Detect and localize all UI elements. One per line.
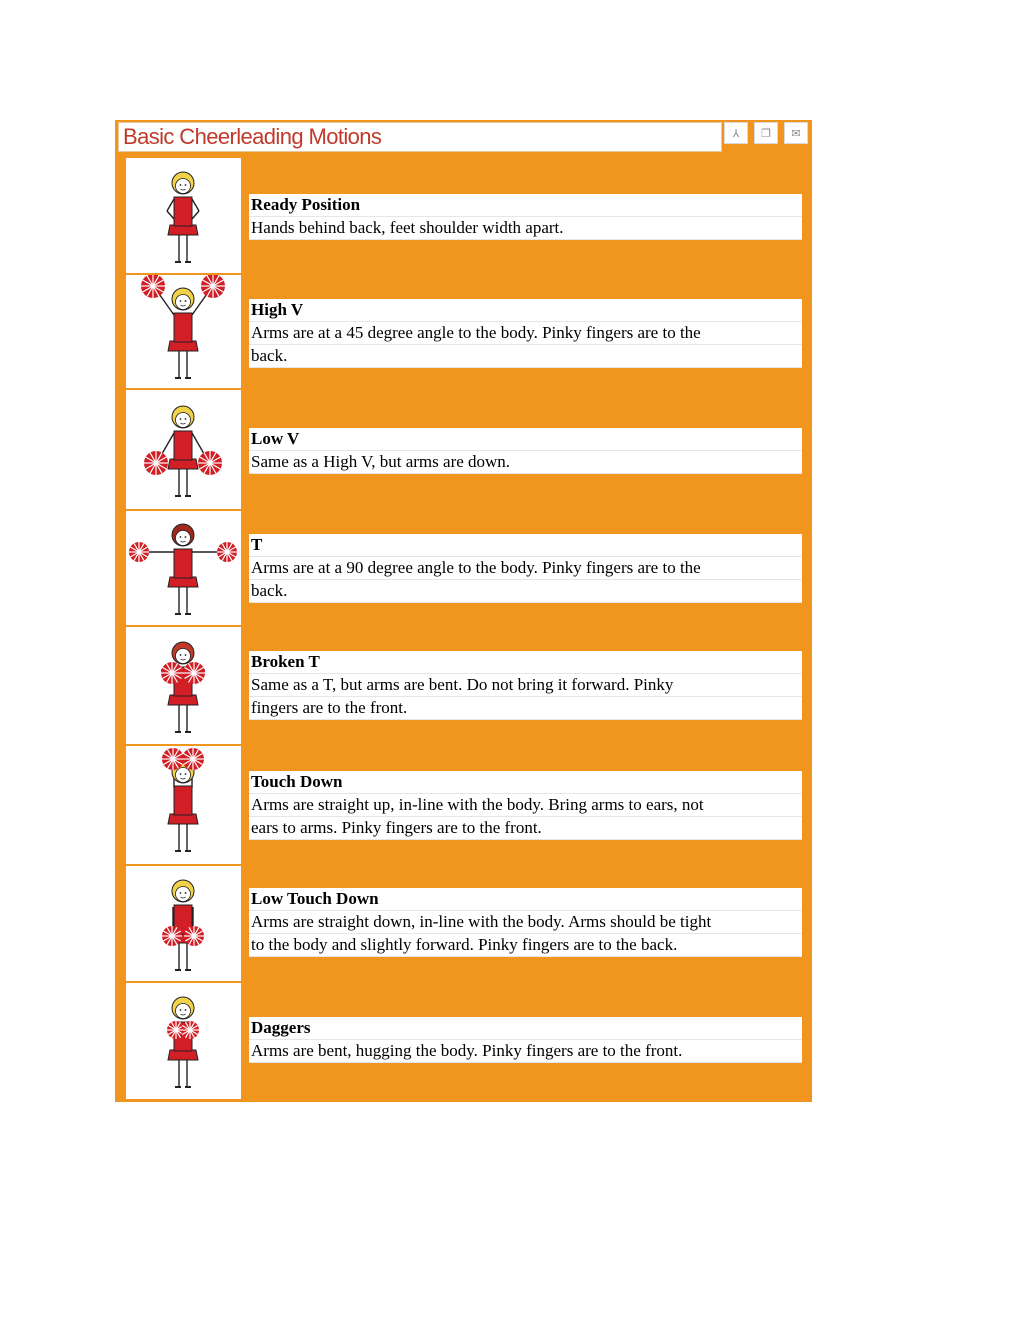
motion-description-line: to the body and slightly forward. Pinky fingers are to the back. [249, 934, 802, 957]
email-icon[interactable]: ✉ [784, 122, 808, 144]
pdf-icon[interactable]: ⅄ [724, 122, 748, 144]
motion-entry [249, 428, 802, 474]
broken-t-illustration [126, 627, 241, 746]
motion-description-line: Arms are straight up, in-line with the body. Bring arms to ears, not [249, 794, 802, 817]
motion-entry [249, 1017, 802, 1063]
ready-illustration [126, 158, 241, 275]
low-v-illustration [126, 390, 241, 511]
motion-description-line: Arms are bent, hugging the body. Pinky fingers are to the front. [249, 1040, 802, 1063]
high-v-illustration [126, 275, 241, 390]
motion-description-line: Arms are straight down, in-line with the body. Arms should be tight [249, 911, 802, 934]
title-bar [118, 122, 722, 152]
motion-description-line: Same as a High V, but arms are down. [249, 451, 802, 474]
copy-icon[interactable]: ❐ [754, 122, 778, 144]
motion-entry [249, 194, 802, 240]
motion-description-line: Arms are at a 90 degree angle to the body. Pinky fingers are to the [249, 557, 802, 580]
t-illustration [126, 511, 241, 627]
motions-sheet [115, 120, 812, 1102]
illustration-column [126, 158, 241, 1101]
motion-name: Touch Down [249, 771, 802, 794]
motion-description-line: back. [249, 345, 802, 368]
motion-description-line: fingers are to the front. [249, 697, 802, 720]
motion-name: T [249, 534, 802, 557]
page-title: Basic Cheerleading Motions [123, 124, 382, 149]
motion-entry [249, 771, 802, 840]
motion-name: Ready Position [249, 194, 802, 217]
motion-entry [249, 888, 802, 957]
daggers-illustration [126, 983, 241, 1101]
touch-down-illustration [126, 746, 241, 866]
motion-description-line: Arms are at a 45 degree angle to the body. Pinky fingers are to the [249, 322, 802, 345]
motion-name: Low V [249, 428, 802, 451]
motion-name: Low Touch Down [249, 888, 802, 911]
motion-description-line: ears to arms. Pinky fingers are to the front. [249, 817, 802, 840]
motion-description-line: Hands behind back, feet shoulder width apart. [249, 217, 802, 240]
motion-name: Daggers [249, 1017, 802, 1040]
motion-description-line: back. [249, 580, 802, 603]
motion-entry [249, 651, 802, 720]
motion-name: Broken T [249, 651, 802, 674]
motion-entry [249, 534, 802, 603]
low-touch-down-illustration [126, 866, 241, 983]
motion-name: High V [249, 299, 802, 322]
motion-entry [249, 299, 802, 368]
motion-description-line: Same as a T, but arms are bent. Do not bring it forward. Pinky [249, 674, 802, 697]
